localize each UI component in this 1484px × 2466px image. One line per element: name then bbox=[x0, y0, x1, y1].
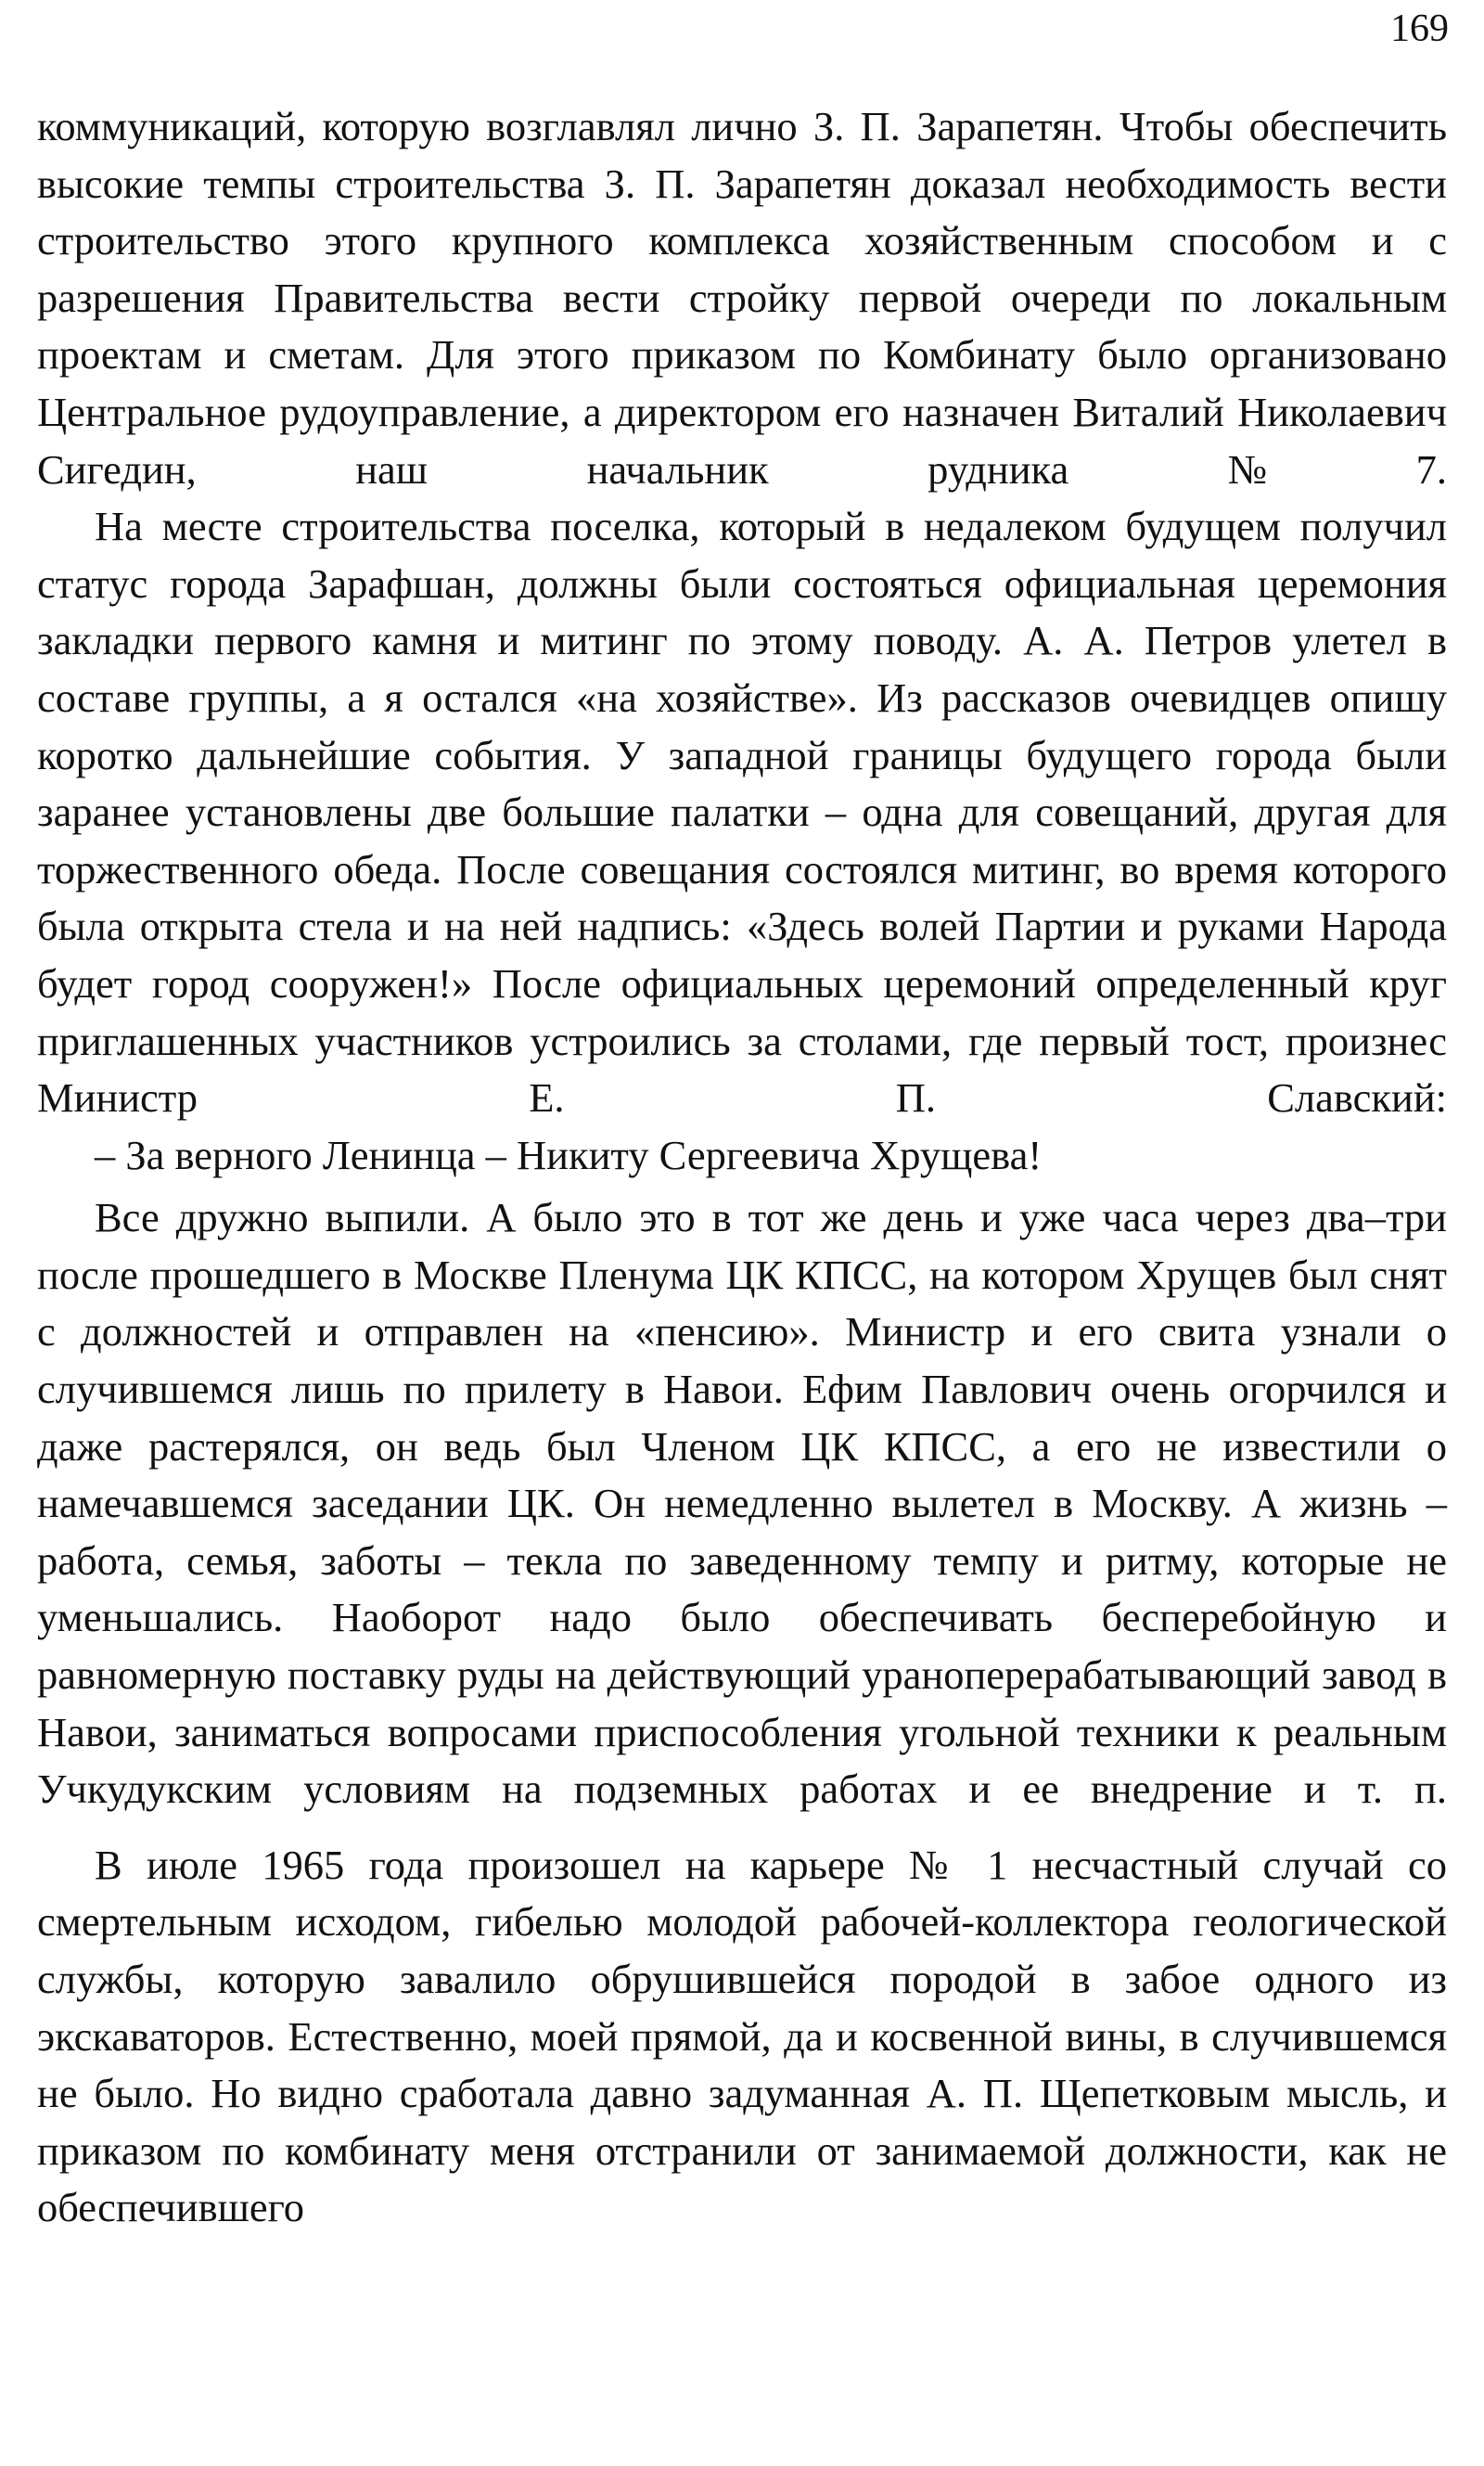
paragraph: На месте строительства поселка, который в недалеком будущем получил статус города Зарафшан, должны были состояться официальная церемония закладки первого камня и митинг по этому поводу. А. А. Петров улетел в составе группы, а я остался «на хозяйстве». Из рассказов очевидцев опишу коротко дальнейшие события. У западной границы будущего города были заранее установлены две большие палатки – одна для совещаний, другая для торжественного обеда. После совещания состоялся митинг, во время которого была открыта стела и на ней надпись: «Здесь волей Партии и руками Народа будет город сооружен!» После официальных церемоний определенный круг приглашенных участников устроились за столами, где первый тост, произнес Министр Е. П. Славский: bbox=[37, 503, 1447, 1122]
paragraph: Все дружно выпили. А было это в тот же день и уже часа через два–три после прошедшего в Москве Пленума ЦК КПСС, на котором Хрущев был снят с должностей и отправлен на «пенсию». Министр и его свита узнали о случившемся лишь по прилету в Навои. Ефим Павлович очень огорчился и даже растерялся, он ведь был Членом ЦК КПСС, а его не известили о намечавшемся заседании ЦК. Он немедленно вылетел в Москву. А жизнь – работа, семья, заботы – текла по заведенному темпу и ритму, которые не уменьшались. Наоборот надо было обеспечивать бесперебойную и равномерную поставку руды на действующий уранoперерабатывающий завод в Навои, заниматься вопросами приспособления угольной техники к реальным Учкудукским условиям на подземных работах и ее внедрение и т. п. bbox=[37, 1194, 1447, 1813]
dialogue-line: – За верного Ленинца – Никиту Сергеевича Хрущева! bbox=[95, 1131, 1043, 1178]
page-number: 169 bbox=[1390, 7, 1449, 50]
paragraph: В июле 1965 года произошел на карьере № 1 несчастный случай со смертельным исходом, гибелью молодой рабочей-коллектора геологической службы, которую завалило обрушившейся породой в забое одного из экскаваторов. Естественно, моей прямой, да и косвенной вины, в случившемся не было. Но видно сработала давно задуманная А. П. Щепетковым мысль, и приказом по комбинату меня отстранили от занимаемой должности, как не обеспечившего bbox=[37, 1841, 1447, 2231]
body-text bbox=[37, 98, 1447, 2237]
paragraph-continuation: коммуникаций, которую возглавлял лично З. П. Зарапетян. Чтобы обеспечить высокие темпы строительства З. П. Зарапетян доказал необходимость вести строительство этого крупного комплекса хозяйственным способом и с разрешения Правительства вести стройку первой очереди по локальным проектам и сметам. Для этого приказом по Комбинату было организовано Центральное рудоуправление, а директором его назначен Виталий Николаевич Сигедин, наш начальник рудника №7. bbox=[37, 103, 1447, 493]
